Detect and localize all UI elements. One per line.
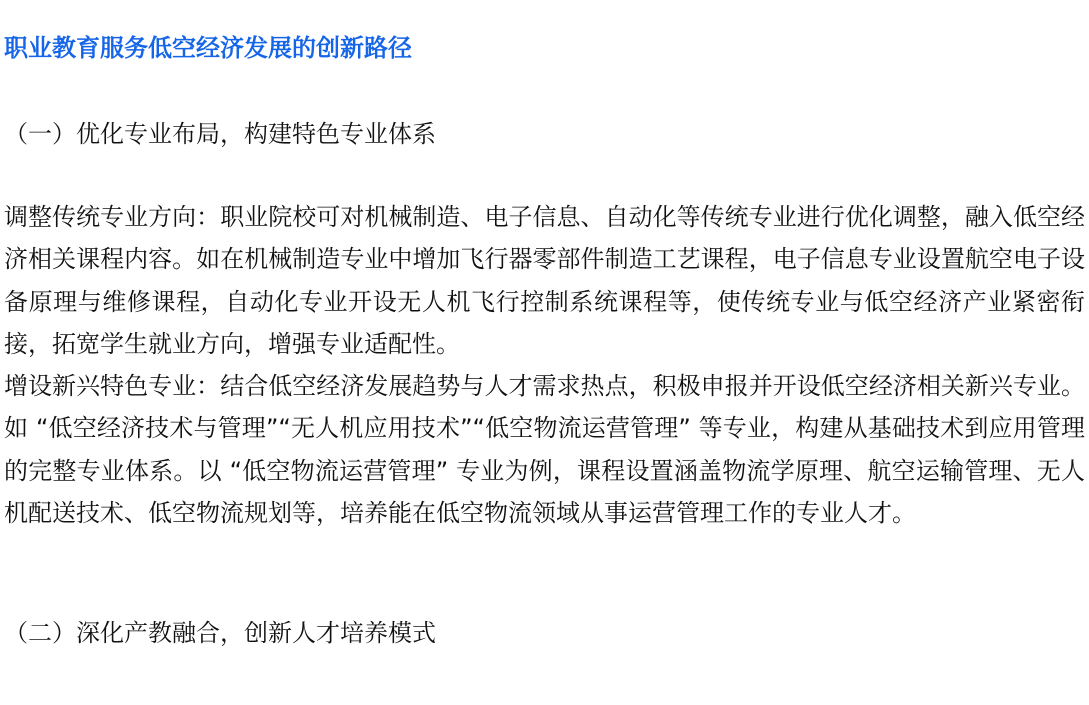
section-1-body (4, 196, 1085, 534)
paragraph-add-emerging-majors: 增设新兴特色专业：结合低空经济发展趋势与人才需求热点，积极申报并开设低空经济相关新兴专业。如 “低空经济技术与管理”“无人机应用技术”“低空物流运营管理” 等专业，构建从基础技术到应用管理的完整专业体系。以 “低空物流运营管理” 专业为例，课程设置涵盖物流学原理、航空运输管理、无人机配送技术、低空物流规划等，培养能在低空物流领域从事运营管理工作的专业人才。 (4, 372, 1085, 528)
document-title: 职业教育服务低空经济发展的创新路径 (4, 34, 412, 62)
section-heading-2: （二）深化产教融合，创新人才培养模式 (4, 619, 436, 647)
paragraph-adjust-traditional-majors: 调整传统专业方向：职业院校可对机械制造、电子信息、自动化等传统专业进行优化调整，融入低空经济相关课程内容。如在机械制造专业中增加飞行器零部件制造工艺课程，电子信息专业设置航空电子设备原理与维修课程，自动化专业开设无人机飞行控制系统课程等，使传统专业与低空经济产业紧密衔接，拓宽学生就业方向，增强专业适配性。 (4, 203, 1085, 358)
section-heading-1: （一）优化专业布局，构建特色专业体系 (4, 120, 436, 148)
